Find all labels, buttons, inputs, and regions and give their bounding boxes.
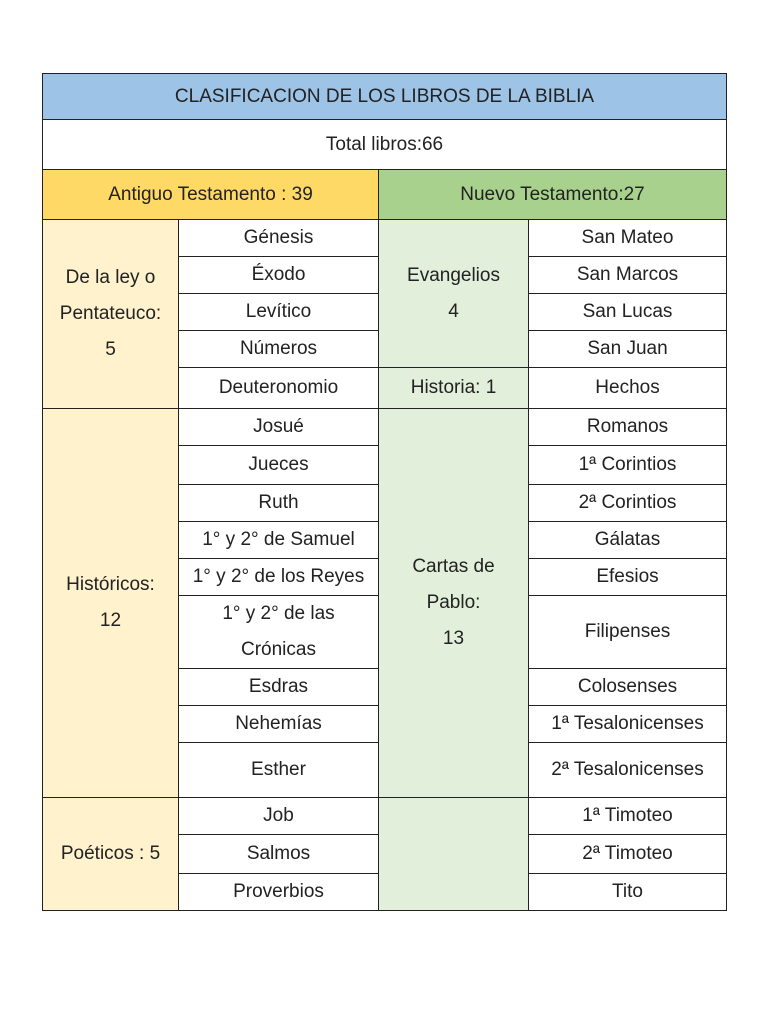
category-poeticos: Poéticos : 5 <box>43 798 179 911</box>
book-genesis: Génesis <box>179 220 379 257</box>
book-san-juan: San Juan <box>529 331 727 368</box>
book-exodo: Éxodo <box>179 257 379 294</box>
new-testament-header: Nuevo Testamento:27 <box>379 170 727 220</box>
book-esdras: Esdras <box>179 669 379 706</box>
book-romanos: Romanos <box>529 409 727 446</box>
book-salmos: Salmos <box>179 835 379 874</box>
book-job: Job <box>179 798 379 835</box>
book-san-mateo: San Mateo <box>529 220 727 257</box>
book-samuel: 1° y 2° de Samuel <box>179 522 379 559</box>
book-numeros: Números <box>179 331 379 368</box>
category-ley: De la ley o Pentateuco: 5 <box>43 220 179 409</box>
bible-classification-table <box>42 73 727 911</box>
book-ruth: Ruth <box>179 485 379 522</box>
book-san-marcos: San Marcos <box>529 257 727 294</box>
book-galatas: Gálatas <box>529 522 727 559</box>
book-deuteronomio: Deuteronomio <box>179 368 379 409</box>
book-nehemias: Nehemías <box>179 706 379 743</box>
category-cartas-pablo: Cartas de Pablo: 13 <box>379 409 529 798</box>
book-1-tesalonicenses: 1ª Tesalonicenses <box>529 706 727 743</box>
book-tito: Tito <box>529 874 727 911</box>
category-historia: Historia: 1 <box>379 368 529 409</box>
book-esther: Esther <box>179 743 379 798</box>
book-1-corintios: 1ª Corintios <box>529 446 727 485</box>
book-reyes: 1° y 2° de los Reyes <box>179 559 379 596</box>
category-cartas-pablo-continued <box>379 798 529 911</box>
category-historicos: Históricos: 12 <box>43 409 179 798</box>
book-colosenses: Colosenses <box>529 669 727 706</box>
book-san-lucas: San Lucas <box>529 294 727 331</box>
total-books: Total libros:66 <box>43 120 727 170</box>
category-evangelios: Evangelios 4 <box>379 220 529 368</box>
book-josue: Josué <box>179 409 379 446</box>
book-2-timoteo: 2ª Timoteo <box>529 835 727 874</box>
book-efesios: Efesios <box>529 559 727 596</box>
table-title: CLASIFICACION DE LOS LIBROS DE LA BIBLIA <box>43 74 727 120</box>
book-2-corintios: 2ª Corintios <box>529 485 727 522</box>
book-2-tesalonicenses: 2ª Tesalonicenses <box>529 743 727 798</box>
book-hechos: Hechos <box>529 368 727 409</box>
book-jueces: Jueces <box>179 446 379 485</box>
book-cronicas: 1° y 2° de las Crónicas <box>179 596 379 669</box>
old-testament-header: Antiguo Testamento : 39 <box>43 170 379 220</box>
book-levitico: Levítico <box>179 294 379 331</box>
book-filipenses: Filipenses <box>529 596 727 669</box>
book-1-timoteo: 1ª Timoteo <box>529 798 727 835</box>
book-proverbios: Proverbios <box>179 874 379 911</box>
